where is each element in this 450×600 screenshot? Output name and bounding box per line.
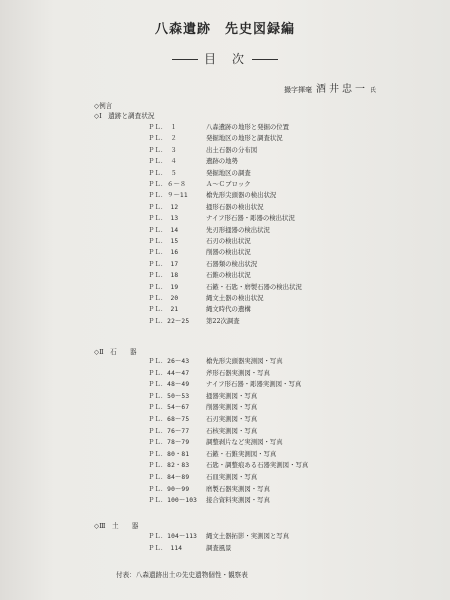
plate-description: 八森遺跡の地形と発掘の位置 <box>206 123 290 131</box>
plate-description: 削器実測図・写真 <box>206 403 258 412</box>
plate-number: ＰＬ．54～67 <box>148 404 190 412</box>
plate-description: 石核実測図・写真 <box>206 426 258 435</box>
appendix-note: 付表：八森遺跡出土の先史遺物個性・観察表 <box>116 571 248 579</box>
title-volume-name: 先史図録編 <box>225 22 296 37</box>
plate-number: ＰＬ．68～75 <box>148 416 190 423</box>
plate-number: ＰＬ． ５ <box>148 169 177 177</box>
plate-number: ＰＬ． １ <box>148 124 177 131</box>
plate-description: 調査風景 <box>206 544 232 552</box>
plate-description: 磨製石器実測図・写真 <box>206 484 270 493</box>
plate-description: 石皿実測図・写真 <box>206 473 258 481</box>
plate-description: 石器類の検出状況 <box>206 259 258 268</box>
plate-description: ナイフ形石器・彫器実測図・写真 <box>206 380 302 389</box>
plate-description: 遺跡の地勢 <box>206 157 238 166</box>
author-name: 酒井忠一 <box>315 84 368 95</box>
plate-number: ＰＬ． 15 <box>148 238 179 245</box>
plate-number: ＰＬ．100～103 <box>148 497 198 505</box>
plate-description: Ａ～Ｃブロック <box>206 180 251 188</box>
plate-number: ＰＬ．76～77 <box>148 427 190 435</box>
plate-number: ＰＬ．104～113 <box>148 533 198 540</box>
plate-number: ＰＬ．80・81 <box>148 450 190 458</box>
plate-description: 石刃の検出状況 <box>206 237 251 245</box>
plate-description: 縄文時代の遺構 <box>206 305 251 314</box>
plate-number: ＰＬ． 18 <box>148 272 179 280</box>
plate-number: ＰＬ．26～43 <box>148 358 190 365</box>
plate-number: ＰＬ． 17 <box>148 260 179 268</box>
plate-description: 掻器実測図・写真 <box>206 391 258 400</box>
plate-description: 縄文土器の検出状況 <box>206 294 264 302</box>
plate-number: ＰＬ． ２ <box>148 135 177 143</box>
plate-number: ＰＬ． 21 <box>148 306 179 314</box>
plate-number: ＰＬ． 20 <box>148 295 179 302</box>
plate-description: 第22次調査 <box>206 316 240 325</box>
plate-number: ＰＬ． 13 <box>148 215 179 223</box>
plate-description: 出土石器の分布図 <box>206 145 258 154</box>
section-heading-pottery: ◇Ⅲ 土 器 <box>94 522 139 530</box>
plate-description: 石錐の検出状況 <box>206 271 251 280</box>
plate-description: ナイフ形石器・彫器の検出状況 <box>206 214 295 223</box>
plate-number: ＰＬ．44～47 <box>148 369 190 377</box>
plate-number: ＰＬ． ４ <box>148 158 177 166</box>
plate-number: ＰＬ． 12 <box>148 203 179 211</box>
author-role: 撮字揮毫 <box>283 86 312 94</box>
plate-description: 石匙・調整痕ある石器実測図・写真 <box>206 461 309 470</box>
plate-description: 先刃形掻器の検出状況 <box>206 225 270 234</box>
plate-description: 発掘地区の調査 <box>206 168 251 177</box>
plate-description: 調整剥片など実測図・写真 <box>206 438 283 447</box>
plate-number: ＰＬ．90～99 <box>148 485 190 493</box>
plate-description: 石鏃・石錐実測図・写真 <box>206 449 277 458</box>
plate-number: ＰＬ． 114 <box>148 545 183 552</box>
plate-number: ＰＬ． 14 <box>148 226 179 234</box>
plate-number: ＰＬ．22～25 <box>148 317 190 325</box>
plate-number: ＰＬ． ３ <box>148 146 177 154</box>
plate-number: ＰＬ．78～79 <box>148 439 190 447</box>
plate-description: 接合資料実測図・写真 <box>206 496 270 505</box>
section-heading-site: ◇Ⅰ 遺跡と調査状況 <box>94 112 155 120</box>
plate-description: 石鏃・石匙・磨製石器の検出状況 <box>206 282 302 291</box>
section-heading-preface: ◇例言 <box>94 102 113 110</box>
plate-number: ＰＬ． 16 <box>148 249 179 257</box>
plate-number: ＰＬ．50～53 <box>148 392 190 400</box>
title-site-name: 八森遺跡 <box>154 22 211 37</box>
plate-description: 発掘地区の地形と調査状況 <box>206 134 283 143</box>
plate-description: 掻形石器の検出状況 <box>206 202 264 211</box>
contents-label: 目 次 <box>203 52 246 66</box>
plate-description: 削器の検出状況 <box>206 248 251 257</box>
plate-number: ＰＬ．48～49 <box>148 381 190 389</box>
plate-number: ＰＬ．６～８ <box>148 181 187 188</box>
plate-description: 槍先形尖頭器実測図・写真 <box>206 357 283 365</box>
plate-number: ＰＬ．84～89 <box>148 474 190 481</box>
plate-description: 石刃実測図・写真 <box>206 415 258 423</box>
section-heading-stone-tools: ◇Ⅱ 石 器 <box>94 348 137 356</box>
plate-number: ＰＬ． 19 <box>148 283 179 291</box>
plate-number: ＰＬ．９～11 <box>148 192 188 200</box>
plate-description: 縄文土器拓影・実測図と写真 <box>206 532 290 540</box>
author-suffix: 氏 <box>369 87 376 94</box>
plate-description: 槍先形尖頭器の検出状況 <box>206 191 277 200</box>
plate-number: ＰＬ．82・83 <box>148 462 190 470</box>
plate-description: 斧形石器実測図・写真 <box>206 368 270 377</box>
